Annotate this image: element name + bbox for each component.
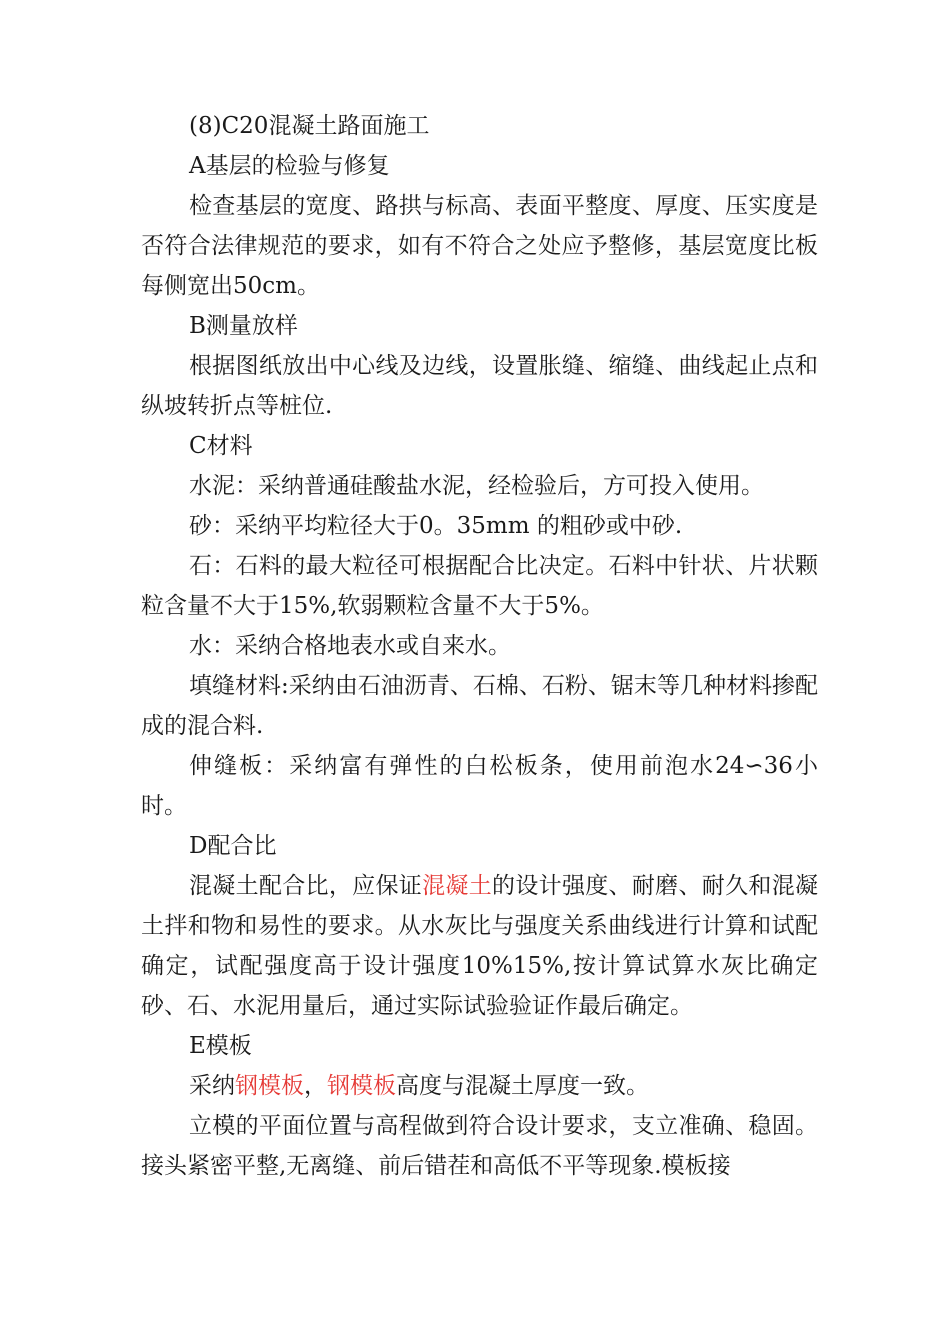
subheading-mix-ratio: D配合比 <box>189 833 277 859</box>
paragraph-cement: 水泥：采纳普通硅酸盐水泥，经检验后，方可投入使用。 <box>189 473 764 499</box>
paragraph-expansion-board: 伸缝板：采纳富有弹性的白松板条，使用前泡水24∽36小时。 <box>141 753 818 819</box>
paragraph-joint-filler: 填缝材料:采纳由石油沥青、石棉、石粉、锯末等几种材料掺配成的混合料. <box>141 673 818 739</box>
paragraph-mix-ratio <box>141 866 818 1026</box>
document-body <box>141 106 818 1186</box>
concrete-link[interactable]: 混凝土 <box>422 873 493 899</box>
subheading-formwork: E模板 <box>189 1033 252 1059</box>
mix-ratio-text-after: 的设计强度、耐磨、耐久和混凝土拌和物和易性的要求。从水灰比与强度关系曲线进行计算和试配确定，试配强度高于设计强度10%15%,按计算试算水灰比确定砂、石、水泥用量后，通过实际试验验证作最后确定。 <box>141 873 819 1019</box>
subheading-materials: C材料 <box>189 433 253 459</box>
paragraph-base-inspection: 检查基层的宽度、路拱与标高、表面平整度、厚度、压实度是否符合法律规范的要求，如有不符合之处应予整修，基层宽度比板每侧宽出50cm。 <box>141 193 818 299</box>
paragraph-formwork-setup: 立模的平面位置与高程做到符合设计要求，支立准确、稳固。接头紧密平整,无离缝、前后错茬和高低不平等现象.模板接 <box>141 1113 818 1179</box>
paragraph-steel-formwork <box>141 1066 818 1106</box>
formwork-text-after: 高度与混凝土厚度一致。 <box>396 1073 649 1099</box>
paragraph-sand: 砂：采纳平均粒径大于0。35mm 的粗砂或中砂. <box>189 513 683 539</box>
section-heading-c20: (8)C20混凝土路面施工 <box>189 113 430 139</box>
formwork-separator: ， <box>304 1073 327 1099</box>
subheading-base-inspection: A基层的检验与修复 <box>189 153 390 179</box>
paragraph-water: 水：采纳合格地表水或自来水。 <box>189 633 511 659</box>
paragraph-survey: 根据图纸放出中心线及边线，设置胀缝、缩缝、曲线起止点和纵坡转折点等桩位. <box>141 353 818 419</box>
steel-formwork-link-2[interactable]: 钢模板 <box>327 1073 396 1099</box>
formwork-text-before: 采纳 <box>189 1073 235 1099</box>
steel-formwork-link-1[interactable]: 钢模板 <box>235 1073 304 1099</box>
subheading-survey: B测量放样 <box>189 313 298 339</box>
mix-ratio-text-before: 混凝土配合比，应保证 <box>189 873 423 899</box>
paragraph-stone: 石：石料的最大粒径可根据配合比决定。石料中针状、片状颗粒含量不大于15%,软弱颗粒含量不大于5%。 <box>141 553 818 619</box>
